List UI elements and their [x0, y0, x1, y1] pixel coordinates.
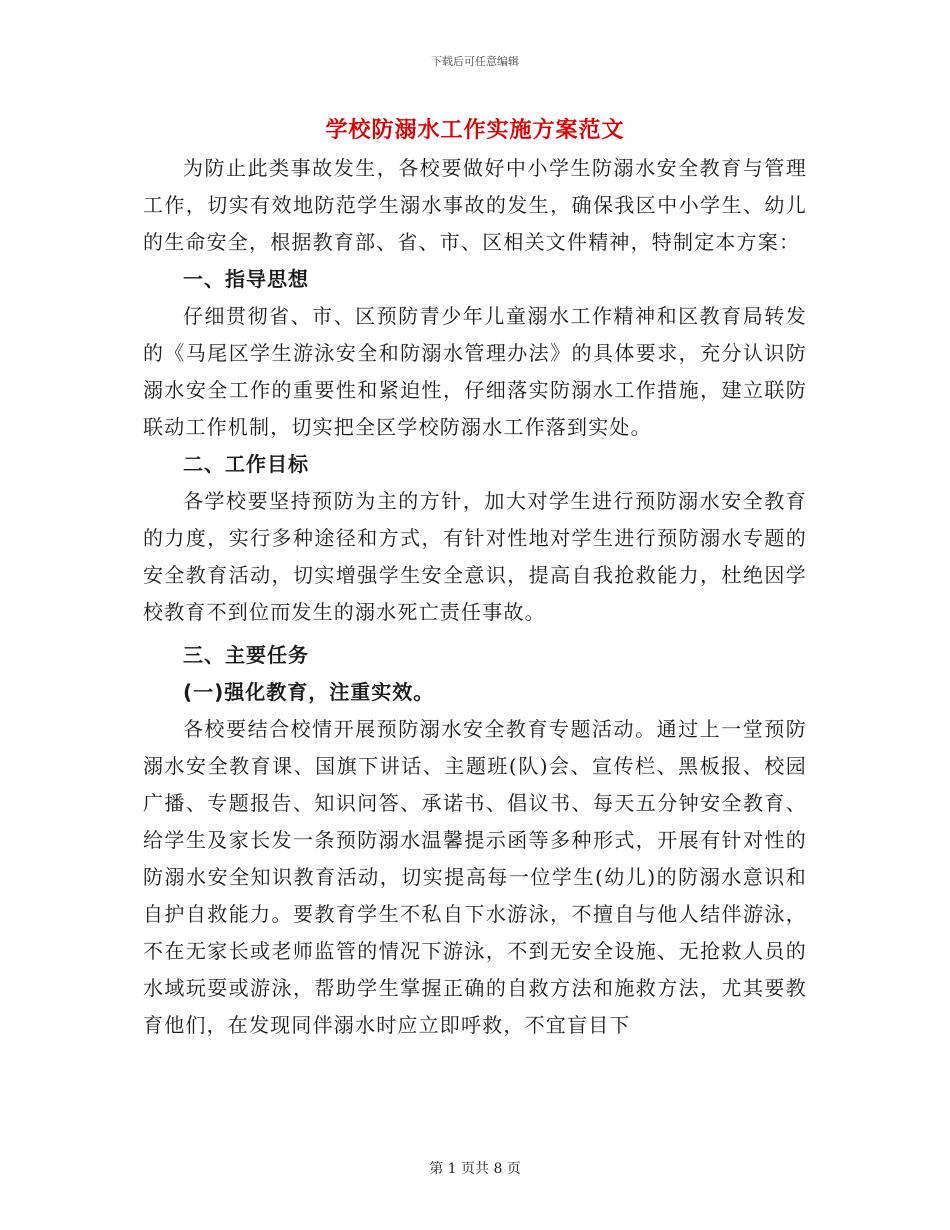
page-footer: 第 1 页共 8 页 [429, 1161, 521, 1177]
section-heading-work-goals: 二、工作目标 [183, 452, 309, 476]
guiding-thought-paragraph: 仔细贯彻省、市、区预防青少年儿童溺水工作精神和区教育局转发的《马尾区学生游泳安全和防溺水管理办法》的具体要求，充分认识防溺水安全工作的重要性和紧迫性，仔细落实防溺水工作措施，建立联防联动工作机制，切实把全区学校防溺水工作落到实处。 [143, 304, 807, 439]
section-heading-main-tasks: 三、主要任务 [183, 643, 309, 667]
intro-paragraph: 为防止此类事故发生，各校要做好中小学生防溺水安全教育与管理工作，切实有效地防范学生溺水事故的发生，确保我区中小学生、幼儿的生命安全，根据教育部、省、市、区相关文件精神，特制定本方案： [143, 156, 807, 254]
work-goals-paragraph: 各学校要坚持预防为主的方针，加大对学生进行预防溺水安全教育的力度，实行多种途径和方式，有针对性地对学生进行预防溺水专题的安全教育活动，切实增强学生安全意识，提高自我抢救能力，杜绝因学校教育不到位而发生的溺水死亡责任事故。 [143, 489, 807, 624]
education-paragraph: 各校要结合校情开展预防溺水安全教育专题活动。通过上一堂预防溺水安全教育课、国旗下讲话、主题班(队)会、宣传栏、黑板报、校园广播、专题报告、知识问答、承诺书、倡议书、每天五分钟安全教育、给学生及家长发一条预防溺水温馨提示函等多种形式，开展有针对性的防溺水安全知识教育活动，切实提高每一位学生(幼儿)的防溺水意识和自护自救能力。要教育学生不私自下水游泳，不擅自与他人结伴游泳，不在无家长或老师监管的情况下游泳，不到无安全设施、无抢救人员的水域玩耍或游泳，帮助学生掌握正确的自救方法和施救方法，尤其要教育他们，在发现同伴溺水时应立即呼救，不宜盲目下 [143, 717, 807, 1037]
document-title: 学校防溺水工作实施方案范文 [325, 117, 625, 143]
document-body [143, 150, 807, 1044]
section-heading-guiding-thought: 一、指导思想 [183, 267, 309, 291]
subsection-heading-education: (一)强化教育，注重实效。 [183, 680, 435, 704]
header-note: 下载后可任意编辑 [431, 55, 519, 68]
